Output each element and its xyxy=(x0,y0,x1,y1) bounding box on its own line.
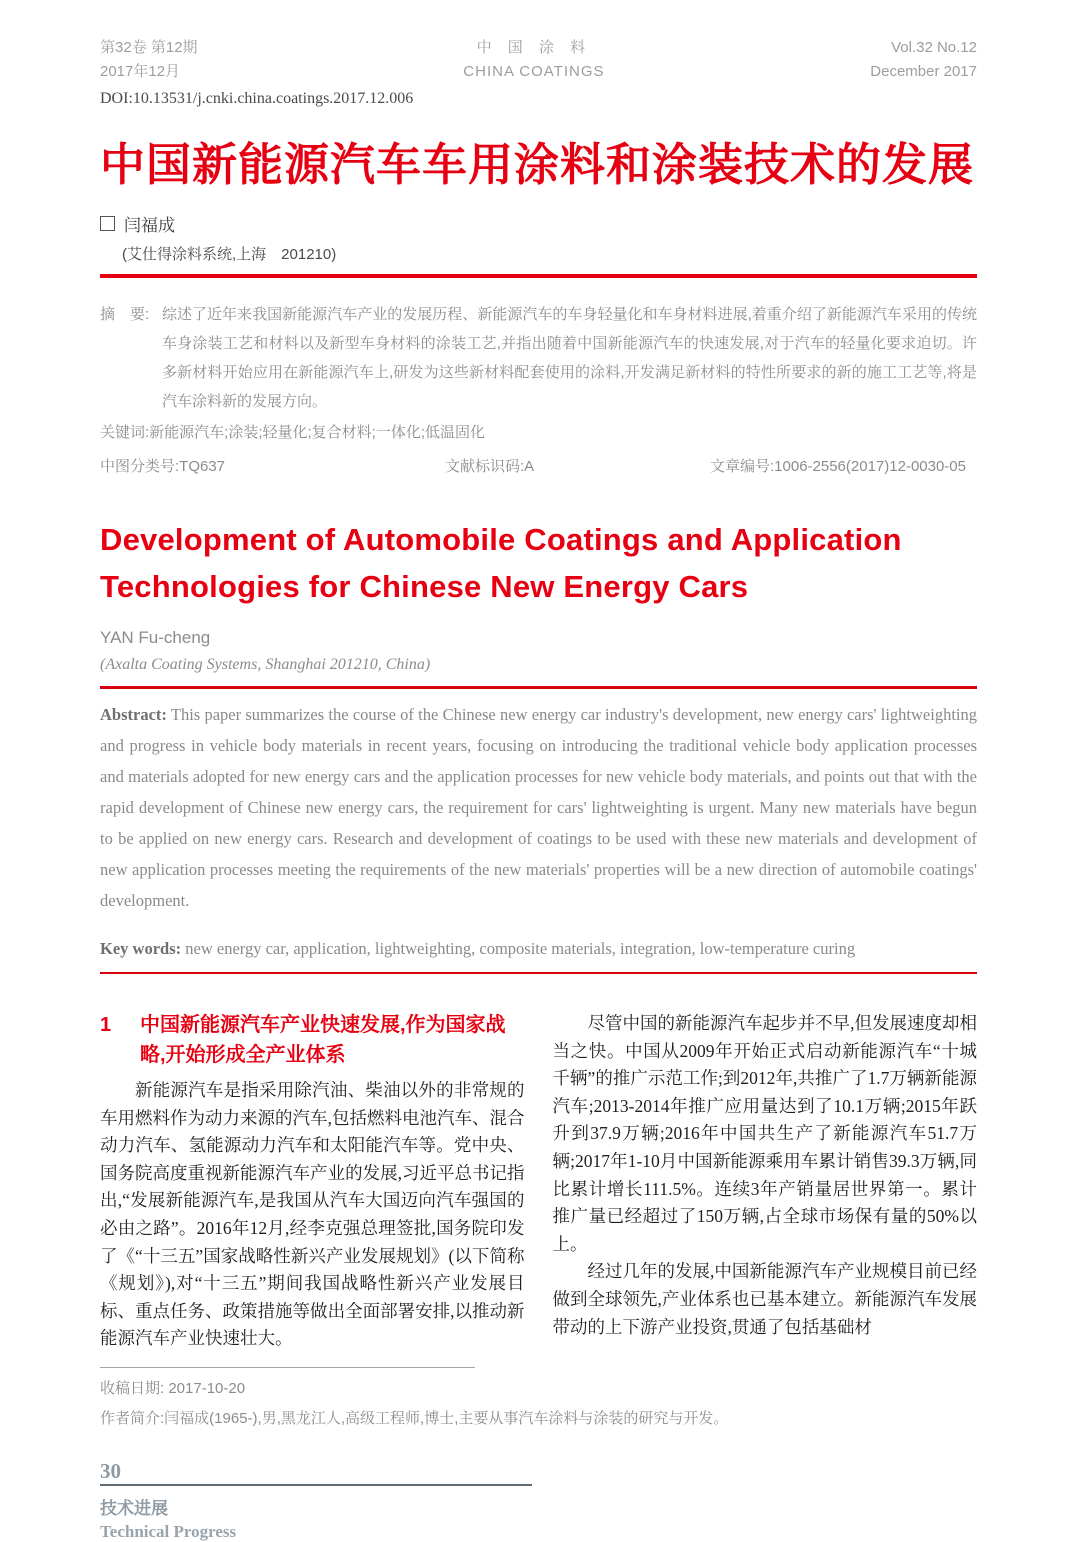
journal-name xyxy=(463,36,604,84)
keywords-zh: 关键词:新能源汽车;涂装;轻量化;复合材料;一体化;低温固化 xyxy=(100,424,486,441)
abstract-zh-block xyxy=(100,300,977,416)
footer-section-en: Technical Progress xyxy=(100,1521,237,1541)
left-paragraph: 新能源汽车是指采用除汽油、柴油以外的非常规的车用燃料作为动力来源的汽车,包括燃料电池汽车、混合动力汽车、氢能源动力汽车和太阳能汽车等。党中央、国务院高度重视新能源汽车产业的发展,习近平总书记指出,“发展新能源汽车,是我国从汽车大国迈向汽车强国的必由之路”。2016年12月,经李克强总理签批,国务院印发了《“十三五”国家战略性新兴产业发展规划》(以下简称《规划》),对“十三五”期间我国战略性新兴产业发展目标、重点任务、政策措施等做出全面部署安排,以推动新能源汽车产业快速壮大。 xyxy=(100,1080,525,1349)
affiliation-zh: (艾仕得涂料系统,上海 201210) xyxy=(122,246,337,263)
date-zh: 2017年12月 xyxy=(100,63,181,80)
document-code: 文献标识码:A xyxy=(445,458,535,475)
classification-row xyxy=(100,455,977,476)
page-footer xyxy=(100,1460,977,1542)
article-id: 文章编号:1006-2556(2017)12-0030-05 xyxy=(710,458,966,475)
section-1-heading xyxy=(100,1010,525,1070)
keywords-en-label: Key words: xyxy=(100,938,182,958)
keywords-en-block xyxy=(100,933,977,964)
author-bio-line xyxy=(100,1404,977,1434)
author-marker-square-icon xyxy=(100,216,115,231)
abstract-zh-label: 摘 要: xyxy=(100,306,150,323)
article-title-zh: 中国新能源汽车车用涂料和涂装技术的发展 xyxy=(100,139,975,190)
keywords-en-text: new energy car, application, lightweighting, composite materials, integration, low-temperature curing xyxy=(181,938,856,958)
journal-header xyxy=(100,0,977,84)
right-paragraph-2: 经过几年的发展,中国新能源汽车产业规模目前已经做到全球领先,产业体系也已基本建立。新能源汽车发展带动的上下游产业投资,贯通了包括基础材 xyxy=(552,1261,977,1337)
abstract-en-block xyxy=(100,699,977,916)
journal-page xyxy=(100,0,977,1542)
body-columns xyxy=(100,1010,977,1404)
left-column xyxy=(100,1010,525,1404)
page-number: 30 xyxy=(100,1458,121,1483)
date-en: December 2017 xyxy=(870,63,977,80)
footnote-block xyxy=(100,1367,525,1404)
received-date: 收稿日期: 2017-10-20 xyxy=(100,1379,246,1397)
red-rule-mid xyxy=(100,686,977,689)
doi-line: DOI:10.13531/j.cnki.china.coatings.2017.12.006 xyxy=(100,90,414,107)
footnote-separator xyxy=(100,1367,475,1368)
header-volume-issue-zh xyxy=(100,36,198,84)
affiliation-en: (Axalta Coating Systems, Shanghai 201210, China) xyxy=(100,656,431,673)
article-title-en: Development of Automobile Coatings and Application Technologies for Chinese New Energy Cars xyxy=(100,522,902,604)
journal-name-zh: 中 国 涂 料 xyxy=(476,39,592,56)
right-paragraph-1: 尽管中国的新能源汽车起步并不早,但发展速度却相当之快。中国从2009年开始正式启动新能源汽车“十城千辆”的推广示范工作;到2012年,共推广了1.7万辆新能源汽车;2013-2014年推广应用量达到了10.1万辆;2015年跃升到37.9万辆;2016年中国共生产了新能源汽车51.7万辆;2017年1-10月中国新能源乘用车累计销售39.3万辆,同比累计增长111.5%。连续3年产销量居世界第一。累计推广量已经超过了150万辆,占全球市场保有量的50%以上。 xyxy=(552,1013,977,1254)
author-line xyxy=(100,211,977,236)
red-rule-bottom xyxy=(100,972,977,975)
volume-issue-en: Vol.32 No.12 xyxy=(891,39,977,56)
volume-issue-zh: 第32卷 第12期 xyxy=(100,39,198,56)
clc-number: 中图分类号:TQ637 xyxy=(100,458,226,475)
right-column xyxy=(553,1010,978,1404)
section-1-title: 中国新能源汽车产业快速发展,作为国家战略,开始形成全产业体系 xyxy=(140,1014,506,1066)
footer-section-zh: 技术进展 xyxy=(100,1498,168,1518)
header-volume-issue-en xyxy=(870,36,977,84)
author-name-zh: 闫福成 xyxy=(124,216,175,235)
abstract-en-label: Abstract: xyxy=(100,705,167,724)
author-name-en: YAN Fu-cheng xyxy=(100,628,211,647)
author-bio: 作者简介:闫福成(1965-),男,黑龙江人,高级工程师,博士,主要从事汽车涂料与涂装的研究与开发。 xyxy=(100,1409,729,1427)
red-rule-top xyxy=(100,274,977,278)
journal-name-en: CHINA COATINGS xyxy=(463,63,605,80)
abstract-en-text: This paper summarizes the course of the Chinese new energy car industry's development, new energy cars' lightweighting and progress in vehicle body materials in recent years, focusing on introducing the traditional vehicle body application processes and materials adopted for new energy cars and the application processes for new vehicle body materials, and points out that with the rapid development of Chinese new energy cars, the requirement for cars' lightweighting is urgent. Many new materials have begun to be applied on new energy cars. Research and development of coatings to be used with these new materials and development of new application processes meeting the requirements of the new materials' properties will be a new direction of automobile coatings' development. xyxy=(100,705,977,910)
abstract-zh-text: 综述了近年来我国新能源汽车产业的发展历程、新能源汽车的车身轻量化和车身材料进展,着重介绍了新能源汽车采用的传统车身涂装工艺和材料以及新型车身材料的涂装工艺,并指出随着中国新能源汽车的快速发展,对于汽车的轻量化要求迫切。许多新材料开始应用在新能源汽车上,研发为这些新材料配套使用的涂料,开发满足新材料的特性所要求的新的施工工艺等,将是汽车涂料新的发展方向。 xyxy=(162,306,977,410)
section-1-number: 1 xyxy=(100,1014,112,1036)
footer-rule xyxy=(100,1484,532,1486)
